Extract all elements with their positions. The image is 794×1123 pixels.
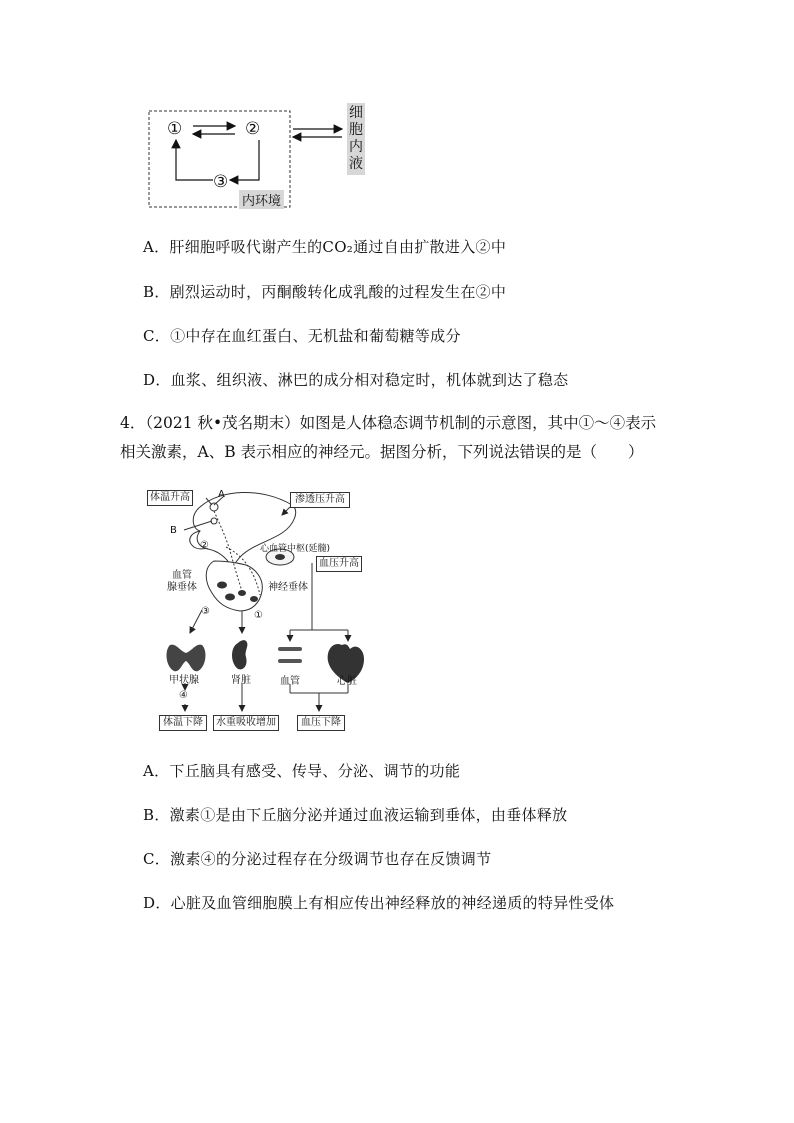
mark-4: ④ [179,690,188,701]
diagram2-drawing [142,485,374,733]
kidney-label: 肾脏 [231,675,251,686]
bp-down-box: 血压下降 [297,715,345,731]
q4-option-c: C．激素④的分泌过程存在分级调节也存在反馈调节 [143,850,492,868]
heart-label: 心脏 [337,676,357,687]
bp-up-box: 血压升高 [316,556,362,572]
q4-option-d: D．心脏及血管细胞膜上有相应传出神经释放的神经递质的特异性受体 [143,894,615,912]
water-reabsorption-box: 水重吸收增加 [213,715,279,731]
q3-option-c: C．①中存在血红蛋白、无机盐和葡萄糖等成分 [143,327,461,345]
q3-option-d: D．血浆、组织液、淋巴的成分相对稳定时，机体就到达了稳态 [143,371,569,389]
mark-3: ③ [201,606,210,617]
thyroid-label: 甲状腺 [169,675,199,686]
cell-label-char: 细 [349,105,363,121]
temp-down-box: 体温下降 [159,715,207,731]
anterior-pituitary-label [167,570,197,594]
homeostasis-diagram [142,485,374,733]
node-2: ② [245,119,261,139]
intracellular-fluid-label [347,103,365,175]
internal-environment-diagram [145,100,375,212]
q4-option-b: B．激素①是由下丘脑分泌并通过血液运输到垂体，由垂体释放 [143,806,568,824]
cardio-center-label: 心血管中枢(延髓) [260,544,331,554]
neuron-a-label: A [218,489,225,500]
pituitary-label-line: 腺垂体 [167,582,197,593]
mark-1: ① [254,610,263,621]
pituitary-label-line: 血管 [172,570,192,581]
q3-option-b: B．剧烈运动时，丙酮酸转化成乳酸的过程发生在②中 [143,283,507,301]
q4-stem-line1: 4．（2021 秋•茂名期末）如图是人体稳态调节机制的示意图，其中①～④表示 [120,414,657,432]
q4-stem-line2: 相关激素，A、B 表示相应的神经元。据图分析，下列说法错误的是（ ） [120,443,644,461]
cell-label-char: 内 [349,139,363,155]
node-1: ① [167,119,183,139]
mark-2: ② [200,540,209,551]
neuron-b-label: B [170,525,177,536]
vessel-label: 血管 [280,676,300,687]
node-3: ③ [213,172,229,192]
q3-option-a: A．肝细胞呼吸代谢产生的CO₂通过自由扩散进入②中 [143,238,507,256]
neurohypophysis-label: 神经垂体 [268,582,308,593]
q4-option-a: A．下丘脑具有感受、传导、分泌、调节的功能 [143,762,461,780]
cell-label-char: 胞 [349,122,363,138]
internal-environment-label: 内环境 [239,190,284,209]
cell-label-char: 液 [349,156,363,172]
osmotic-pressure-up-box: 渗透压升高 [290,492,350,508]
temp-up-box: 体温升高 [147,490,193,506]
